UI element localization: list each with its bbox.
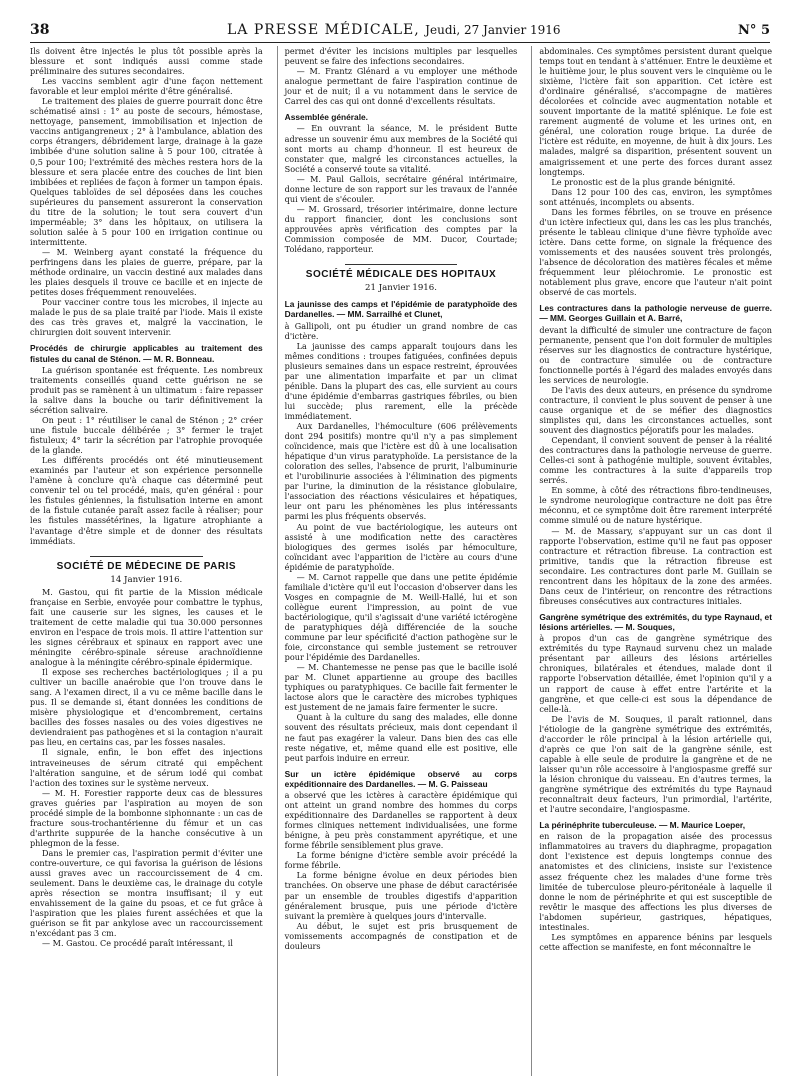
society-section-header [285, 264, 518, 293]
paragraph: — M. Paul Gallois, secrétaire général intérimaire, donne lecture de son rapport sur les travaux de l'année qui vient de s'écouler. [284, 173, 518, 204]
column-2 [277, 46, 518, 1076]
paragraph: en raison de la propagation aisée des processus inflammatoires au travers du diaphragme, propagation dont l'existence est depuis longtemps connue des anatomistes et des cliniciens, insiste sur l'existence assez fréquente chez les malades d'une forme très limitée de tuberculose pleuro-péritonéale à laquelle il donne le nom de périnéphrite et qui est susceptible de revêtir le masque des affections les plus diverses de l'abdomen supérieur, gastriques, hépatiques, intestinales. [539, 831, 773, 932]
section-rule [90, 556, 203, 557]
journal-name: LA PRESSE MÉDICALE, [226, 22, 420, 38]
issue-date: Jeudi, 27 Janvier 1916 [425, 23, 561, 37]
paragraph: Les différents procédés ont été minutieusement examinés par l'auteur et son expérience personnelle l'amène à conclure qu'à chaque cas déterminé peut convenir tel ou tel procédé, mais, qu'en général : pour les fistules géniennes, la fistulisation interne en amont de la fistule cutanée paraît assez facile à réaliser; pour les fistules massétérines, la ligature atrophiante a l'avantage d'être simple et de donner des résultats immédiats. [30, 455, 263, 546]
paragraph: Ils doivent être injectés le plus tôt possible après la blessure et sont indiqués aussi comme stade préliminaire des sutures secondaires. [30, 46, 263, 77]
paragraph: — M. de Massary, s'appuyant sur un cas dont il rapporte l'observation, estime qu'il ne faut pas opposer contracture et rétraction fibreuse. La contraction est primitive, tandis que la rétraction fibreuse est secondaire. Les contractures dont parle M. Guillain se rencontrent dans les hôpitaux de la zone des armées. Dans ceux de l'intérieur, on rencontre des rétractions fibreuses consécutives aux contractures initiales. [539, 525, 773, 606]
paragraph: a observé que les ictères à caractère épidémique qui ont atteint un grand nombre des hommes du corps expéditionnaire des Dardanelles se rapportent à deux formes cliniques nettement individualisées, une forme bénigne, à peu près constamment apyrétique, et une forme fébrile sensiblement plus grave. [284, 790, 518, 851]
paragraph: à propos d'un cas de gangrène symétrique des extrémités du type Raynaud survenu chez un malade présentant par ailleurs des lésions artérielles chroniques, bilatérales et étendues, malade dont il rapporte l'observation détaillée, émet l'opinion qu'il y a un rapport de cause à effet entre l'artérite et la gangrène, et que celle-ci est sous la dépendance de celle-là. [539, 633, 773, 714]
society-name: SOCIÉTÉ MÉDICALE DES HOPITAUX [305, 269, 497, 281]
paragraph: — M. Carnot rappelle que dans une petite épidémie familiale d'ictère qu'il eut l'occasion d'observer dans les Vosges en compagnie de M. Weill-Hallé, lui et son collègue eurent l'impression, au point de vue bactériologique, qu'il s'agissait d'une variété ictérogène de paratyphiques déjà différenciée de la souche commune par leur spécificité d'action pathogène sur le foie, circonstance qui semble justement se retrouver pour l'épidémie des Dardanelles. [284, 571, 518, 663]
journal-title [227, 22, 561, 38]
article-heading: La jaunisse des camps et l'épidémie de paratyphoïde des Dardanelles. — MM. Sarrailhé et Clunet, [284, 299, 518, 320]
column-1 [30, 46, 263, 1076]
article-heading: Assemblée générale. [284, 112, 369, 123]
paragraph: à Gallipoli, ont pu étudier un grand nombre de cas d'ictère. [284, 320, 518, 341]
paragraph: Il expose ses recherches bactériologiques ; il a pu cultiver un bacille anaérobie que l'on trouve dans le sang. A l'examen direct, il a vu ce même bacille dans le pus. Il se demande si, étant données les conditions de misère physiologique et d'encombrement, certains bacilles des fosses nasales ou des voies digestives ne deviendraient pas pathogènes et si la contagion n'aurait pas lieu, en certains cas, par les fosses nasales. [30, 667, 263, 748]
paragraph: — En ouvrant la séance, M. le président Butte adresse un souvenir ému aux membres de la Société qui sont morts au champ d'honneur. Il est heureux de constater que, malgré les circonstances actuelles, la Société a conservé toute sa vitalité. [284, 123, 518, 174]
paragraph: — M. Chantemesse ne pense pas que le bacille isolé par M. Clunet appartienne au groupe des bacilles typhiques ou paratyphiques. Ce bacille fait fermenter le lactose alors que le caractère des microbes typhiques est justement de ne jamais faire fermenter le sucre. [284, 662, 518, 713]
article-columns [30, 46, 772, 1076]
society-section-header [30, 556, 263, 585]
paragraph: Le pronostic est de la plus grande bénignité. [551, 176, 736, 187]
paragraph: La forme bénigne d'ictère semble avoir précédé la forme fébrile. [284, 850, 518, 871]
paragraph: abdominales. Ces symptômes persistent durant quelque temps tout en tendant à s'atténuer. Entre le deuxième et le huitième jour, le plus souvent vers le cinquième ou le sixième, l'ictère fait son apparition. Cet ictère est d'ordinaire généralisé, s'accompagne de matières décolorées et coïncide avec augmentation notable et souvent importante de la matité splénique. Le foie est rarement augmenté de volume et les urines ont, en général, une coloration rouge brique. La durée de l'ictère est réduite, en moyenne, de huit à dix jours. Les malades, malgré sa disparition, présentent souvent un amaigrissement et une perte des forces durant assez longtemps. [539, 46, 773, 177]
paragraph: La guérison spontanée est fréquente. Les nombreux traitements conseillés quand cette guérison ne se produit pas se ramènent à un ultimatum : faire repasser la salive dans la bouche ou tarir définitivement la sécrétion salivaire. [30, 364, 263, 415]
issue-number: N° 5 [738, 23, 770, 38]
paragraph: — M. H. Forestier rapporte deux cas de blessures graves guéries par l'aspiration au moyen de son procédé simple de la bombonne siphonnante : un cas de fracture sous-trochantérienne du fémur et un cas d'arthrite suppurée de la hanche consécutive à un phlegmon de la fesse. [30, 787, 263, 848]
paragraph: Les vaccins semblent agir d'une façon nettement favorable et leur emploi mérite d'être généralisé. [30, 76, 263, 97]
paragraph: On peut : 1° réutiliser le canal de Sténon ; 2° créer une fistule buccale délibérée ; 3° fermer le trajet fistuleux; 4° tarir la sécrétion par l'atrophie provoquée de la glande. [30, 415, 263, 456]
paragraph: Cependant, il convient souvent de penser à la réalité des contractures dans la pathologie nerveuse de guerre. Celles-ci sont à pathogénie multiple, souvent évitables, comme les contractures à la suite d'appareils trop serrés. [539, 435, 773, 486]
paragraph: M. Gastou, qui fit partie de la Mission médicale française en Serbie, envoyée pour combattre le typhus, fait une causerie sur les signes, les causes et le traitement de cette maladie qui tua 30.000 personnes environ en l'espace de trois mois. Il attire l'attention sur les signes cérébraux et spinaux en rapport avec une méningite cérébro-spinale séreuse arachnoïdienne analogue à la méningite cérébro-spinale épidermique. [30, 586, 263, 668]
paragraph: Pour vacciner contre tous les microbes, il injecte au malade le pus de sa plaie traité par l'iode. Mais il existe des cas très graves et, malgré la vaccination, le chirurgien doit souvent intervenir. [30, 297, 263, 338]
section-rule [345, 264, 458, 265]
paragraph: La jaunisse des camps apparaît toujours dans les mêmes conditions : troupes fatiguées, confinées depuis plusieurs semaines dans un espace restreint, éprouvées par une alimentation imparfaite et par un climat pénible. Dans la plupart des cas, elle survient au cours d'une épidémie d'embarras gastriques fébriles, ou bien lui succède; plus rarement, elle la précède immédiatement. [284, 340, 518, 422]
society-name: SOCIÉTÉ DE MÉDECINE DE PARIS [56, 560, 237, 572]
article-heading: Gangrène symétrique des extrémités, du type Raynaud, et lésions artérielles. — M. Souques, [539, 611, 773, 633]
paragraph: devant la difficulté de simuler une contracture de façon permanente, pensent que l'on doit formuler de multiples réserves sur les diagnostics de contracture hystérique, ou de contracture simulée ou de contracture fonctionnelle portés à l'égard des malades envoyés dans les services de neurologie. [539, 324, 773, 385]
article-heading: La périnéphrite tuberculeuse. — M. Maurice Loeper, [539, 820, 746, 831]
paragraph: permet d'éviter les incisions multiples par lesquelles peuvent se faire des infections secondaires. [284, 46, 518, 67]
paragraph: De l'avis des deux auteurs, en présence du syndrome contracture, il convient le plus souvent de penser à une cause organique et de se méfier des diagnostics simplistes qui, dans les circonstances actuelles, sont souvent des diagnostics péjoratifs pour les malades. [539, 384, 773, 436]
paragraph: Les symptômes en apparence bénins par lesquels cette affection se manifeste, en font méconnaître le [539, 931, 773, 952]
paragraph: Au début, le sujet est pris brusquement de vomissements accompagnés de constipation et de douleurs [284, 920, 518, 951]
article-heading: Procédés de chirurgie applicables au traitement des fistules du canal de Sténon. — M. R. Bonneau. [30, 343, 263, 364]
paragraph: — M. Gastou. Ce procédé paraît intéressant, il [42, 938, 233, 949]
session-date: 21 Janvier 1916. [365, 283, 437, 294]
page-header [30, 16, 770, 43]
paragraph: Au point de vue bactériologique, les auteurs ont assisté à une modification nette des caractères biologiques des germes isolés par hémoculture, coïncidant avec l'apparition de l'ictère au cours d'une épidémie de paratyphoïde. [284, 521, 518, 572]
paragraph: — M. Grossard, trésorier intérimaire, donne lecture du rapport financier, dont les conclusions sont approuvées après vérification des comptes par la Commission composée de MM. Ducor, Courtade; Tolédano, rapporteur. [284, 203, 518, 255]
paragraph: De l'avis de M. Souques, il paraît rationnel, dans l'étiologie de la gangrène symétrique des extrémités, d'accorder le rôle principal à la lésion artérielle qui, d'après ce que l'on sait de la gangrène sénile, est capable à elle seule de produire la gangrène et de ne laisser qu'un rôle accessoire à l'angiospasme greffé sur la lésion chronique du vaisseau. En d'autres termes, la gangrène symétrique des extrémités du type Raynaud reconnaîtrait deux facteurs, l'un primordial, l'artérite, et l'autre secondaire, l'angiospasme. [539, 713, 773, 815]
article-heading: Sur un ictère épidémique observé au corps expéditionnaire des Dardanelles. — M. G. Paisseau [284, 768, 518, 789]
paragraph: En somme, à côté des rétractions fibro-tendineuses, le syndrome neurologique contracture ne doit pas être méconnu, et ce symptôme doit être rarement interprété comme simulé ou de nature hystérique. [539, 485, 773, 526]
session-date: 14 Janvier 1916. [110, 574, 183, 585]
paragraph: — M. Frantz Glénard a vu employer une méthode analogue permettant de faire l'aspiration continue de jour et de nuit; il a vu notamment dans le service de Carrel des cas qui ont donné d'excellents résultats. [284, 66, 518, 107]
paragraph: Dans les formes fébriles, on se trouve en présence d'un ictère infectieux qui, dans les cas les plus tranchés, présente le tableau clinique d'une fièvre typhoïde avec ictère. Dans cette forme, on signale la fréquence des vomissements et des nausées souvent très prolongés, l'absence de décoloration des matières fécales et même fréquemment leur pléiochromie. Le pronostic est notablement plus grave, encore que l'auteur n'ait point observé de cas mortels. [539, 206, 773, 298]
article-heading: Les contractures dans la pathologie nerveuse de guerre. — MM. Georges Guillain et A. Barré, [539, 303, 773, 324]
paragraph: La forme bénigne évolue en deux périodes bien tranchées. On observe une phase de début caractérisée par un ensemble de troubles digestifs d'apparition généralement brusque, puis une période d'ictère suivant la première à quelques jours d'intervalle. [284, 870, 518, 921]
paragraph: Dans 12 pour 100 des cas, environ, les symptômes sont atténués, incomplets ou absents. [539, 186, 773, 207]
paragraph: Dans le premier cas, l'aspiration permit d'éviter une contre-ouverture, ce qui favorisa la guérison de lésions aussi graves avec un raccourcissement de 4 cm. seulement. Dans le deuxième cas, le drainage du cotyle après résection se montra insuffisant; il y eut envahissement de la gaine du psoas, et ce fut grâce à l'aspiration que les plaies furent asséchées et que la guérison se fit par ankylose avec un raccourcissement n'excédant pas 3 cm. [30, 847, 263, 939]
paragraph: Il signale, enfin, le bon effet des injections intraveineuses de sérum citraté qui empêchent l'altération sanguine, et de sérum iodé qui combat l'action des toxines sur le système nerveux. [30, 747, 263, 788]
column-3 [531, 46, 772, 1076]
page-number: 38 [30, 22, 50, 38]
paragraph: — M. Weinberg ayant constaté la fréquence du perfringens dans les plaies de guerre, prépare, par la méthode ordinaire, un vaccin destiné aux malades dans les plaies desquels il trouve ce bacille et en injecte de petites doses fréquemment renouvelées. [30, 246, 263, 298]
paragraph: Le traitement des plaies de guerre pourrait donc être schématisé ainsi : 1° au poste de secours, hémostase, nettoyage, pansement, immobilisation et injection de vaccins antigangreneux ; 2° à l'ambulance, ablation des corps étrangers, débridement large, drainage à la gaze imbibée d'une solution saline à 5 pour 100, citratée à 0,5 pour 100; l'extrémité des mèches restera hors de la blessure et sera placée entre des couches de lint bien imbibées et repliées de façon à former un tampon épais. Quelques tabloïdes de sel déposées dans les couches supérieures du pansement assureront la conservation du titre de la solution; le tout sera couvert d'un imperméable; 3° dans les hôpitaux, on utilisera la solution salée à 5 pour 100 en irrigation continue ou intermittente. [30, 96, 263, 247]
paragraph: Quant à la culture du sang des malades, elle donne souvent des résultats précieux, mais dont cependant il ne faut pas exagérer la valeur. Dans bien des cas elle reste négative, et, même quand elle est positive, elle peut parfois induire en erreur. [284, 712, 518, 763]
paragraph: Aux Dardanelles, l'hémoculture (606 prélèvements dont 294 positifs) montre qu'il n'y a pas simplement coïncidence, mais que l'ictère est dû à une localisation hépatique d'un virus paratyphoïde. La persistance de la coloration des selles, l'absence de prurit, l'albuminurie et l'urobilinurie associées à l'élimination des pigments par l'urine, la diminution de la résistance globulaire, l'association des réactions vésiculaires et hépatiques, leur ont paru les phénomènes les plus intéressants parmi les plus fréquents observés. [284, 421, 518, 522]
